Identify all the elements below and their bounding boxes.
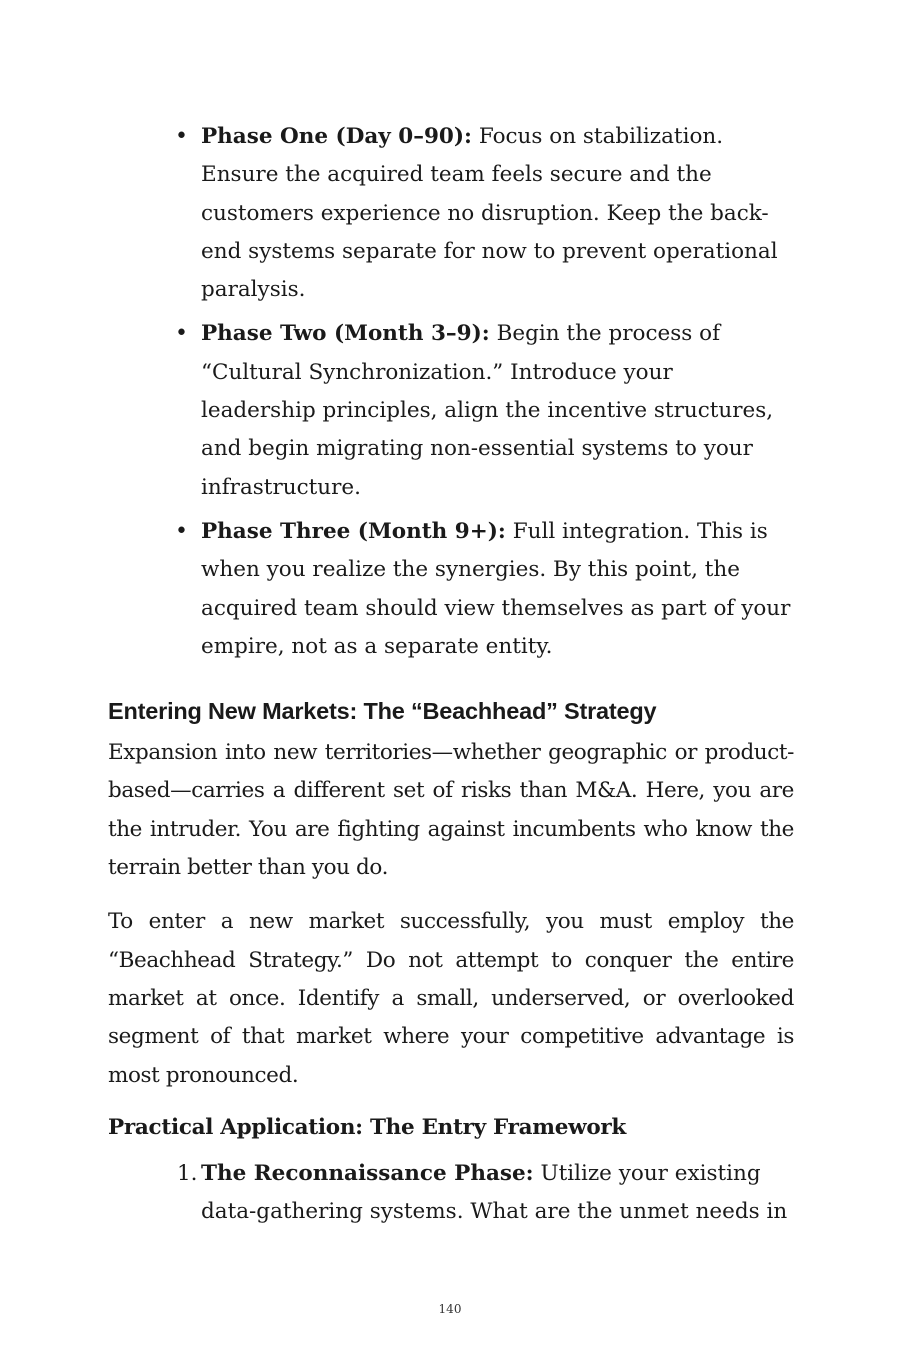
subheading: Practical Application: The Entry Framework: [108, 1114, 626, 1140]
phase-list: [201, 118, 794, 666]
step-label: The Reconnaissance Phase:: [201, 1160, 534, 1186]
phase-text: Focus on stabilization. Ensure the acquired team feels secure and the customers experience no disruption. Keep the back-end systems separate for now to prevent operational paralysis.: [201, 124, 778, 303]
step-number: 1.: [177, 1160, 198, 1186]
phase-label: Phase One (Day 0–90):: [201, 124, 472, 149]
step-list: [177, 1155, 794, 1232]
list-item: [201, 118, 794, 309]
body-paragraph: To enter a new market successfully, you must employ the “Beachhead Strategy.” Do not attempt to conquer the entire market at once. Identify a small, underserved, or overlooked segment of that market where your competitive advantage is most pronounced.: [108, 909, 794, 1088]
list-item: [201, 513, 794, 666]
phase-label: Phase Three (Month 9+):: [201, 518, 506, 544]
phase-text: Full integration. This is when you realize the synergies. By this point, the acquired team should view themselves as part of your empire, not as a separate entity.: [201, 518, 791, 659]
phase-label: Phase Two (Month 3–9):: [201, 321, 490, 347]
list-item: [201, 315, 794, 506]
body-paragraph: Expansion into new territories—whether geographic or product-based—carries a different set of risks than M&A. Here, you are the intruder. You are fighting against incumbents who know the terrain better than you do.: [108, 740, 794, 881]
page-content: [108, 118, 794, 1231]
phase-text: Begin the process of “Cultural Synchronization.” Introduce your leadership principles, align the incentive structures, and begin migrating non-essential systems to your infrastructure.: [201, 321, 774, 500]
step-text: Utilize your existing data-gathering systems. What are the unmet needs in: [201, 1160, 788, 1225]
section-heading: Entering New Markets: The “Beachhead” Strategy: [108, 698, 657, 725]
list-item: [177, 1155, 794, 1232]
page-number: 140: [438, 1302, 462, 1316]
